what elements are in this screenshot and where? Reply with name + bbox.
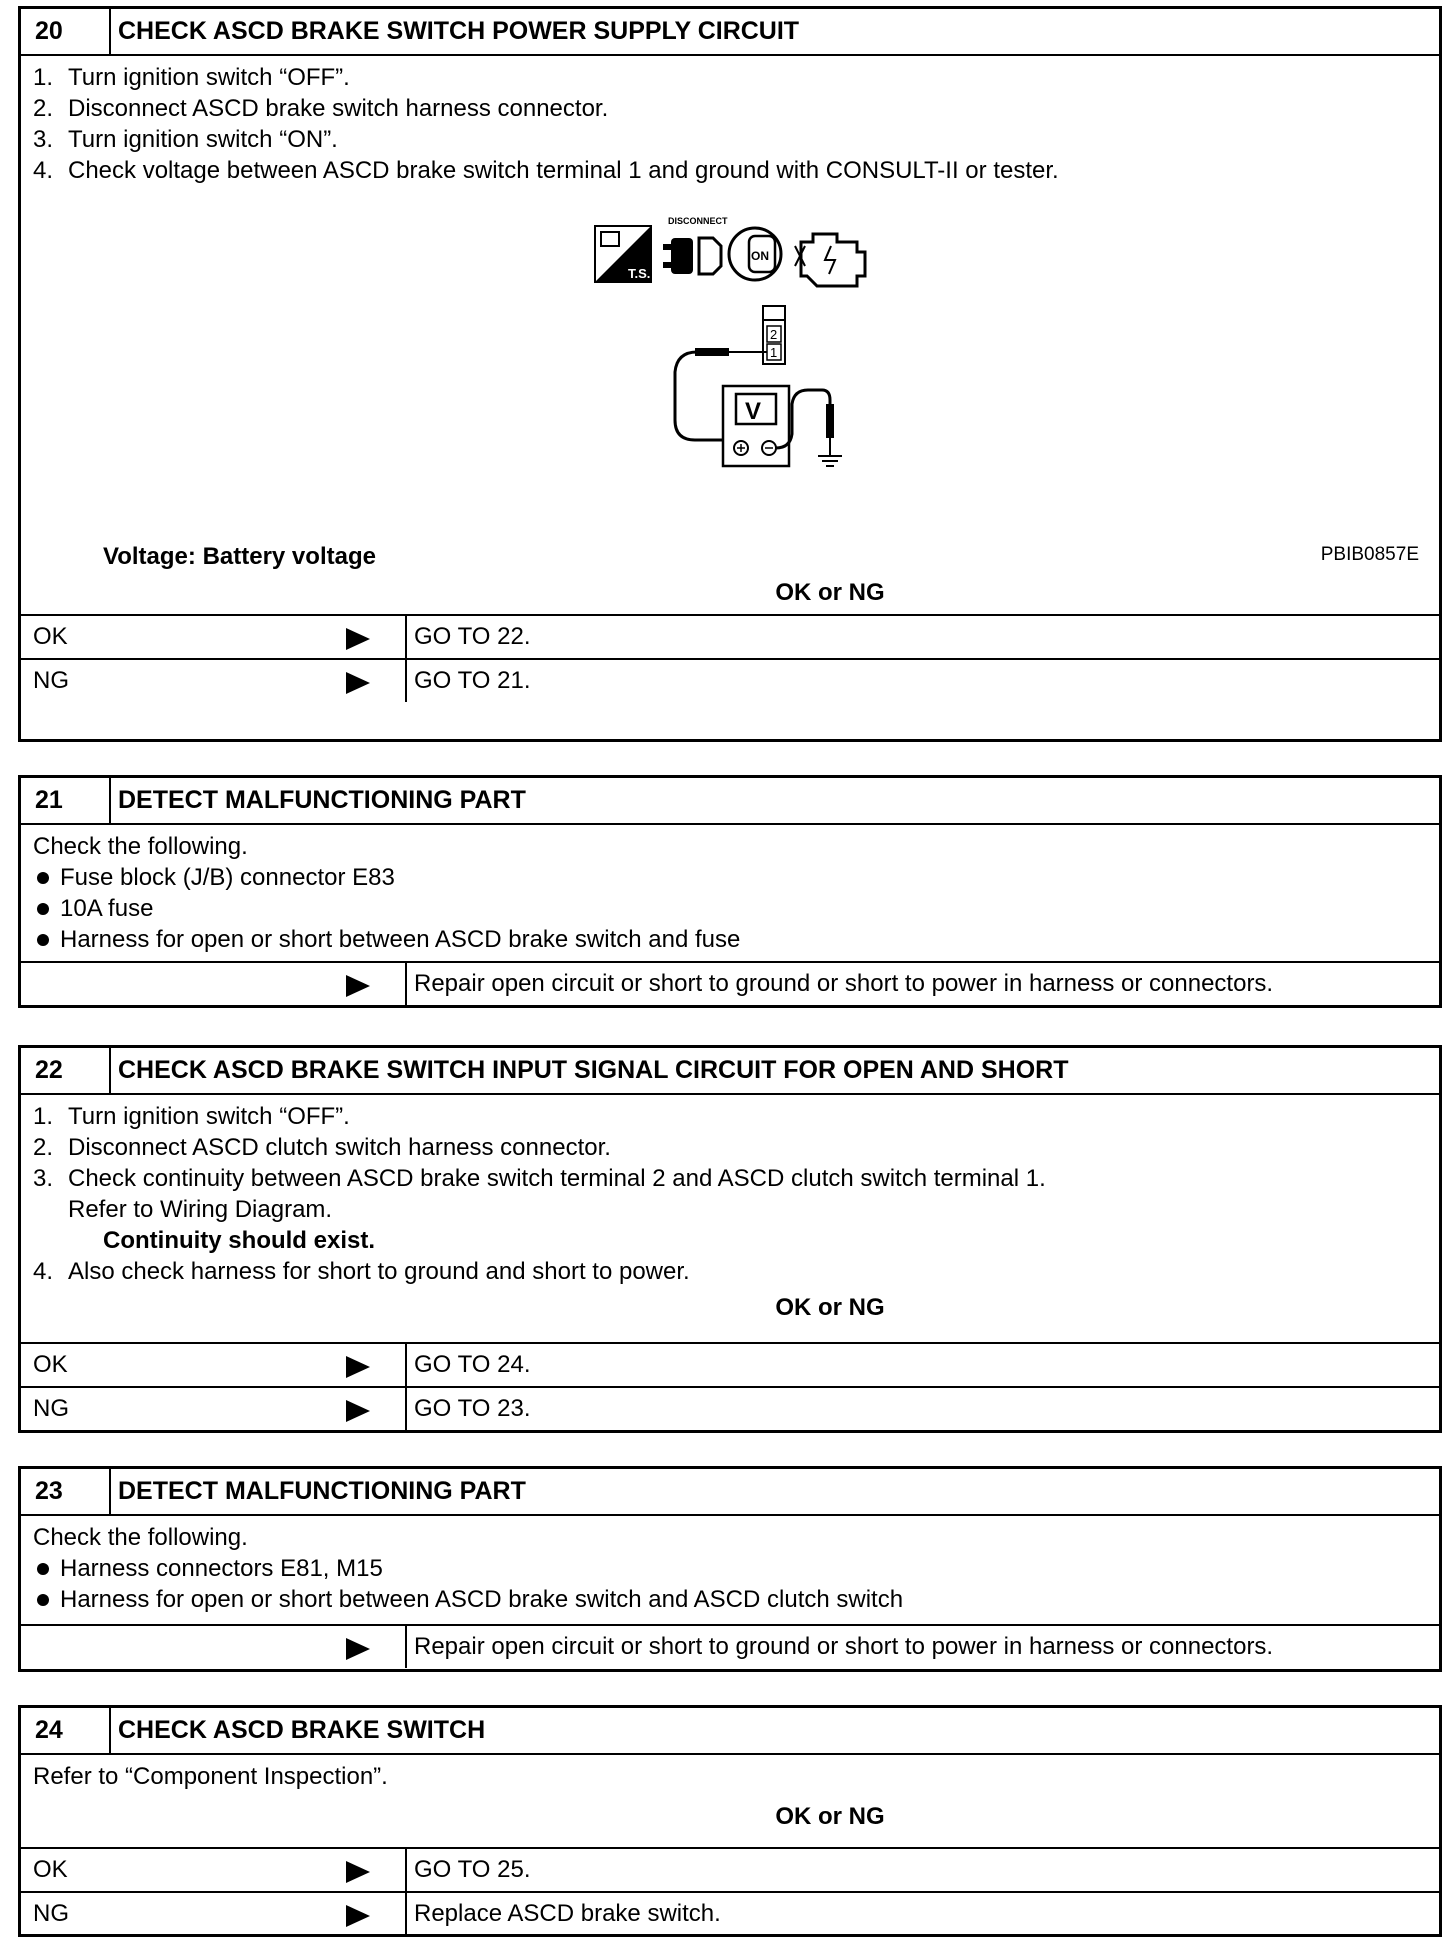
result-action: GO TO 23. — [414, 1395, 531, 1422]
step-text: Check continuity between ASCD brake switch terminal 2 and ASCD clutch switch terminal 1. — [68, 1165, 1046, 1192]
section-body — [21, 1755, 1439, 1847]
step-3 — [33, 124, 1427, 155]
result-label: OK — [33, 1351, 68, 1378]
ok-or-ng-label: OK or NG — [775, 1294, 885, 1321]
step-text: Turn ignition switch “ON”. — [68, 126, 338, 153]
result-action: Repair open circuit or short to ground or short to power in harness or connectors. — [414, 970, 1274, 997]
step-2 — [33, 93, 1427, 124]
ground-icon — [818, 438, 842, 466]
result-label: NG — [33, 667, 69, 694]
bullet-item — [33, 862, 1427, 893]
intro-text: Check the following. — [33, 833, 248, 860]
section-title: DETECT MALFUNCTIONING PART — [118, 786, 526, 814]
step-3 — [33, 1163, 1427, 1194]
result-label: NG — [33, 1900, 69, 1927]
step-1 — [33, 62, 1427, 93]
ok-or-ng-label: OK or NG — [775, 579, 885, 606]
spec-text: Voltage: Battery voltage — [103, 543, 376, 570]
step-number: 2. — [33, 1134, 54, 1161]
section-number: 21 — [21, 778, 111, 823]
section-title: DETECT MALFUNCTIONING PART — [118, 1477, 526, 1505]
arrow-icon — [346, 1861, 370, 1883]
section-header — [21, 778, 1439, 825]
bullet-icon — [37, 934, 49, 946]
ignition-on-icon — [729, 228, 781, 280]
section-number: 22 — [21, 1048, 111, 1093]
step-text: Turn ignition switch “OFF”. — [68, 1103, 350, 1130]
result-row — [21, 1624, 1439, 1668]
step-number: 4. — [33, 1258, 54, 1285]
result-row-ng — [21, 1386, 1439, 1430]
section-header — [21, 1708, 1439, 1755]
bullet-item — [33, 1584, 1427, 1615]
section-body — [21, 825, 1439, 961]
voltmeter-icon — [723, 386, 789, 466]
section-number: 24 — [21, 1708, 111, 1753]
step-number: 2. — [33, 95, 54, 122]
intro-text: Refer to “Component Inspection”. — [33, 1763, 388, 1790]
result-action: GO TO 22. — [414, 623, 531, 650]
section-body — [21, 56, 1439, 614]
result-action: GO TO 21. — [414, 667, 531, 694]
step-text: Check voltage between ASCD brake switch terminal 1 and ground with CONSULT-II or tester. — [68, 157, 1059, 184]
arrow-icon — [346, 975, 370, 997]
bullet-item — [33, 893, 1427, 924]
terminal-2-label: 2 — [770, 327, 778, 342]
intro-text: Check the following. — [33, 1524, 248, 1551]
result-label: OK — [33, 1856, 68, 1883]
step-text: Disconnect ASCD brake switch harness connector. — [68, 95, 609, 122]
positive-probe — [695, 348, 729, 356]
tester-label: T.S. — [628, 266, 651, 281]
arrow-icon — [346, 672, 370, 694]
voltmeter-label: V — [745, 398, 762, 425]
result-row — [21, 961, 1439, 1005]
result-label: OK — [33, 623, 68, 650]
disconnect-icon — [663, 216, 728, 274]
section-number: 20 — [21, 9, 111, 54]
result-action: GO TO 25. — [414, 1856, 531, 1883]
result-label: NG — [33, 1395, 69, 1422]
section-number: 23 — [21, 1469, 111, 1514]
bullet-icon — [37, 1594, 49, 1606]
bullet-text: 10A fuse — [60, 895, 154, 922]
step-2 — [33, 1132, 1427, 1163]
result-action: GO TO 24. — [414, 1351, 531, 1378]
section-header — [21, 1048, 1439, 1095]
step-4 — [33, 155, 1427, 186]
bullet-item — [33, 1553, 1427, 1584]
section-21 — [18, 775, 1442, 1008]
step-text: Disconnect ASCD clutch switch harness connector. — [68, 1134, 611, 1161]
section-body — [21, 1516, 1439, 1624]
step-text: Also check harness for short to ground and short to power. — [68, 1258, 690, 1285]
brake-switch-connector — [763, 306, 785, 364]
result-row-ng — [21, 1891, 1439, 1935]
bullet-text: Fuse block (J/B) connector E83 — [60, 864, 395, 891]
bullet-text: Harness connectors E81, M15 — [60, 1555, 383, 1582]
section-24 — [18, 1705, 1442, 1937]
result-row-ok — [21, 614, 1439, 658]
result-action: Repair open circuit or short to ground or short to power in harness or connectors. — [414, 1633, 1274, 1660]
section-header — [21, 1469, 1439, 1516]
section-header — [21, 9, 1439, 56]
engine-icon — [795, 234, 865, 286]
spec-text: Continuity should exist. — [103, 1227, 376, 1254]
bullet-icon — [37, 903, 49, 915]
step-1 — [33, 1101, 1427, 1132]
negative-probe — [826, 404, 834, 438]
section-title: CHECK ASCD BRAKE SWITCH POWER SUPPLY CIRCUIT — [118, 17, 800, 45]
terminal-1-label: 1 — [770, 345, 778, 360]
step-number: 3. — [33, 1165, 54, 1192]
step-number: 4. — [33, 157, 54, 184]
section-22 — [18, 1045, 1442, 1433]
wiring-diagram — [573, 186, 933, 486]
bullet-icon — [37, 872, 49, 884]
arrow-icon — [346, 1905, 370, 1927]
section-23 — [18, 1466, 1442, 1672]
step-text: Turn ignition switch “OFF”. — [68, 64, 350, 91]
step-note: Refer to Wiring Diagram. — [68, 1196, 333, 1223]
section-title: CHECK ASCD BRAKE SWITCH INPUT SIGNAL CIRCUIT FOR OPEN AND SHORT — [118, 1056, 1069, 1084]
section-title: CHECK ASCD BRAKE SWITCH — [118, 1716, 486, 1744]
arrow-icon — [346, 628, 370, 650]
result-action: Replace ASCD brake switch. — [414, 1900, 721, 1927]
step-4 — [33, 1256, 1427, 1287]
bullet-text: Harness for open or short between ASCD brake switch and ASCD clutch switch — [60, 1586, 904, 1613]
result-row-ok — [21, 1847, 1439, 1891]
arrow-icon — [346, 1400, 370, 1422]
disconnect-label: DISCONNECT — [668, 216, 728, 226]
ok-or-ng-label: OK or NG — [775, 1803, 885, 1830]
arrow-icon — [346, 1638, 370, 1660]
bullet-item — [33, 924, 1427, 955]
bullet-text: Harness for open or short between ASCD brake switch and fuse — [60, 926, 741, 953]
ignition-on-label: ON — [751, 249, 769, 263]
section-20 — [18, 6, 1442, 742]
section-body — [21, 1095, 1439, 1342]
step-number: 1. — [33, 1103, 54, 1130]
step-number: 3. — [33, 126, 54, 153]
arrow-icon — [346, 1356, 370, 1378]
result-row-ng — [21, 658, 1439, 702]
result-row-ok — [21, 1342, 1439, 1386]
bullet-icon — [37, 1563, 49, 1575]
figure-code: PBIB0857E — [1320, 544, 1419, 565]
step-number: 1. — [33, 64, 54, 91]
tester-icon — [595, 226, 651, 282]
